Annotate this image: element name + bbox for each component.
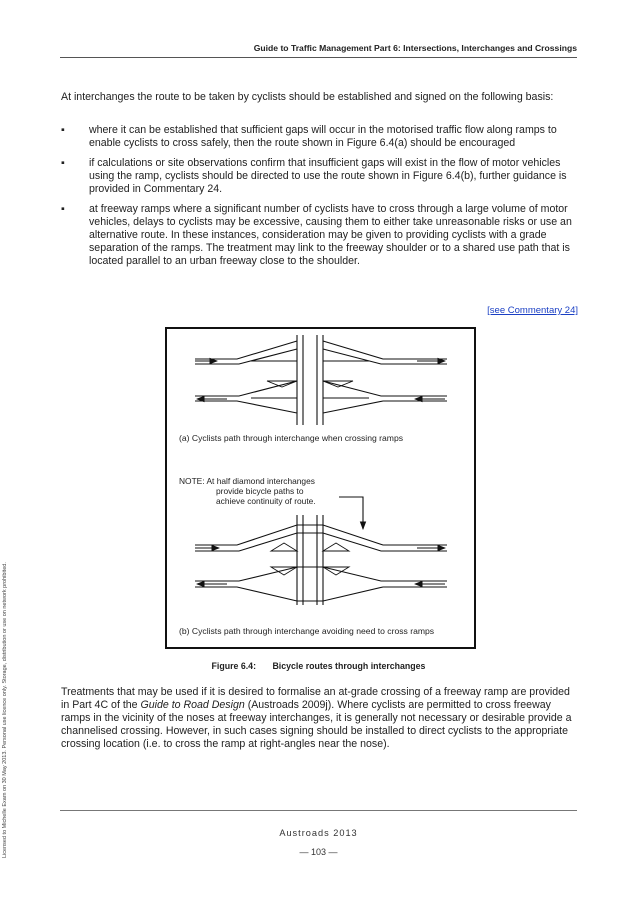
bullet-text: where it can be established that sufficient gaps will occur in the motorised traffic flow along ramps to enable cyclists to cross safely, then the route shown in Figure 6.4(a) should be encouraged (89, 124, 557, 149)
body-paragraph (61, 686, 581, 751)
bullet-item (61, 157, 581, 196)
figure-caption (0, 661, 637, 671)
note-line: NOTE: At half diamond interchanges (179, 476, 315, 486)
figure-note (179, 476, 316, 506)
lower-road-a (195, 381, 447, 413)
bullet-list (61, 124, 581, 275)
upper-road-a (195, 341, 447, 364)
header-rule (60, 57, 577, 58)
guide-title-italic: Guide to Road Design (140, 699, 245, 711)
see-commentary-link[interactable]: [see Commentary 24] (487, 305, 578, 316)
figure-number: Figure 6.4: (211, 661, 256, 671)
lower-road-b (195, 567, 447, 601)
page-number: — 103 — (299, 847, 338, 857)
intro-paragraph: At interchanges the route to be taken by cyclists should be established and signed on the following basis: (61, 91, 554, 103)
upper-road-b (195, 525, 447, 551)
note-line: provide bicycle paths to (216, 486, 304, 496)
footer-rule (60, 810, 577, 811)
bullet-item (61, 124, 581, 150)
bridge-b (297, 515, 323, 605)
figure-title: Bicycle routes through interchanges (272, 661, 426, 671)
footer-org: Austroads 2013 (279, 828, 358, 838)
note-leader-line (339, 497, 363, 529)
figure-box (165, 327, 476, 649)
figure-caption-a: (a) Cyclists path through interchange when crossing ramps (179, 433, 404, 443)
bullet-item (61, 203, 581, 268)
bullet-text: if calculations or site observations confirm that insufficient gaps will exist in the flow of motor vehicles using the ramp, cyclists should be directed to use the route shown in Figure 6.4(b), further guidance is provided in Commentary 24. (89, 157, 567, 195)
bridge-a (297, 335, 323, 425)
bullet-icon: ▪ (61, 203, 65, 215)
para-text: Treatments that may be used if it is desired to formalise an at-grade crossing of a freeway ramp are provided in Part 4C of the (61, 686, 570, 711)
bullet-icon: ▪ (61, 124, 65, 136)
bullet-icon: ▪ (61, 157, 65, 169)
para-text: (Austroads 2009j). Where cyclists are permitted to cross freeway ramps in the vicinity of the noses at freeway interchanges, it is generally not necessary or desirable provide a channelised crossing. However, in such cases signing should be installed to direct cyclists to the appropriate crossing location (i.e. to cross the ramp at right-angles near the nose). (61, 699, 572, 750)
figure-caption-b: (b) Cyclists path through interchange avoiding need to cross ramps (179, 626, 435, 636)
licence-side-note: Licensed to Michelle Exam on 30 May 2013. Personal use licence only. Storage, distribution or use on network prohibited. (2, 562, 8, 858)
bullet-text: at freeway ramps where a significant number of cyclists have to cross through a large volume of motor vehicles, delays to cyclists may be excessive, causing them to either take unreasonable risks or use an alternative route. In these instances, consideration may be given to providing cyclists with a grade separation of the ramps. The treatment may link to the freeway shoulder or to a shared use path that is located parallel to an urban freeway close to the shoulder. (89, 203, 572, 267)
running-header: Guide to Traffic Management Part 6: Intersections, Interchanges and Crossings (253, 43, 577, 53)
note-line: achieve continuity of route. (216, 496, 316, 506)
